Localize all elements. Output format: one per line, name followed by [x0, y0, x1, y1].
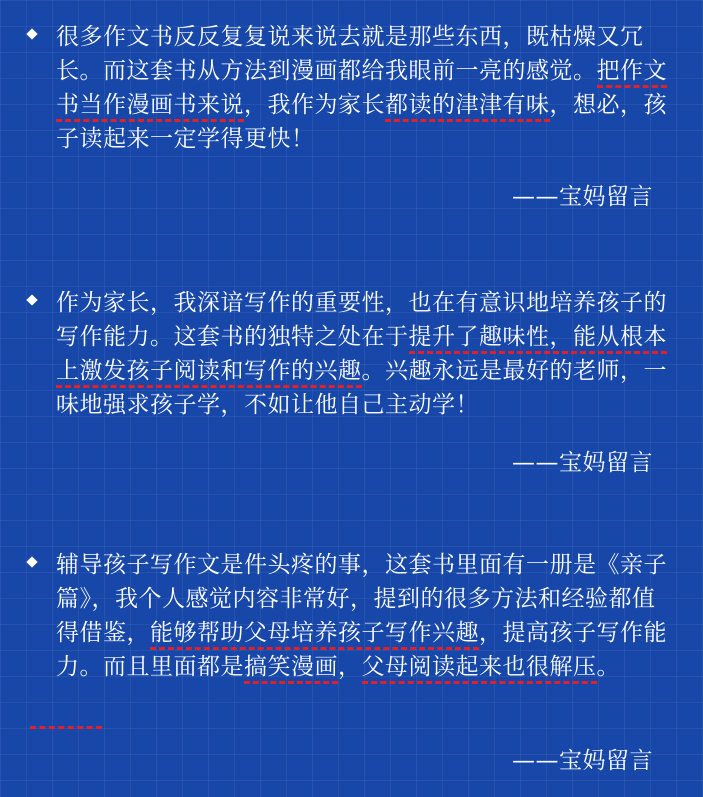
underlined-highlight: 提升了趣味性，能从根本上激发孩子阅读和写作的兴趣 — [56, 324, 667, 388]
text-segment: 很多作文书反反复复说来说去就是那些东西，既枯燥又冗长。而这套书从方法到漫画都给我眼前一亮的感觉。 — [56, 24, 644, 84]
underlined-highlight: 能够帮助父母培养孩子写作兴趣 — [150, 620, 479, 650]
text-segment: ，提高孩子写作能力。而且里面都是 — [56, 620, 667, 680]
underlined-highlight: 都读的津津有味 — [385, 92, 550, 122]
review-text — [56, 20, 671, 156]
diamond-bullet-icon — [26, 28, 37, 39]
review-2 — [0, 286, 703, 486]
review-3 — [0, 548, 703, 793]
text-segment: ，想必，孩子读起来一定学得更快！ — [56, 92, 667, 152]
underlined-highlight: 搞笑漫画 — [244, 654, 338, 684]
underline-continuation-mark — [30, 726, 102, 729]
review-signature: ——宝妈留言 — [512, 450, 653, 476]
review-1 — [0, 20, 703, 220]
text-segment: ， — [338, 654, 362, 680]
text-segment: 。兴趣永远是最好的老师，一味地强求孩子学，不如让他自己主动学！ — [56, 358, 667, 418]
review-text — [56, 286, 671, 422]
text-segment: 辅导孩子写作文是件头疼的事，这套书里面有一册是《亲子篇》，我个人感觉内容非常好，提到的很多方法和经验都值得借鉴， — [56, 552, 667, 646]
text-segment: ，我作为家长 — [244, 92, 385, 118]
diamond-bullet-icon — [26, 556, 37, 567]
review-text — [56, 548, 671, 684]
text-segment: 。 — [596, 654, 620, 680]
review-signature: ——宝妈留言 — [512, 748, 653, 774]
review-signature: ——宝妈留言 — [512, 184, 653, 210]
underlined-highlight: 把作文书当作漫画书来说 — [56, 58, 667, 122]
text-segment: 作为家长，我深谙写作的重要性，也在有意识地培养孩子的写作能力。这套书的独特之处在于 — [56, 290, 667, 350]
diamond-bullet-icon — [26, 294, 37, 305]
underlined-highlight: 父母阅读起来也很解压 — [362, 654, 597, 684]
